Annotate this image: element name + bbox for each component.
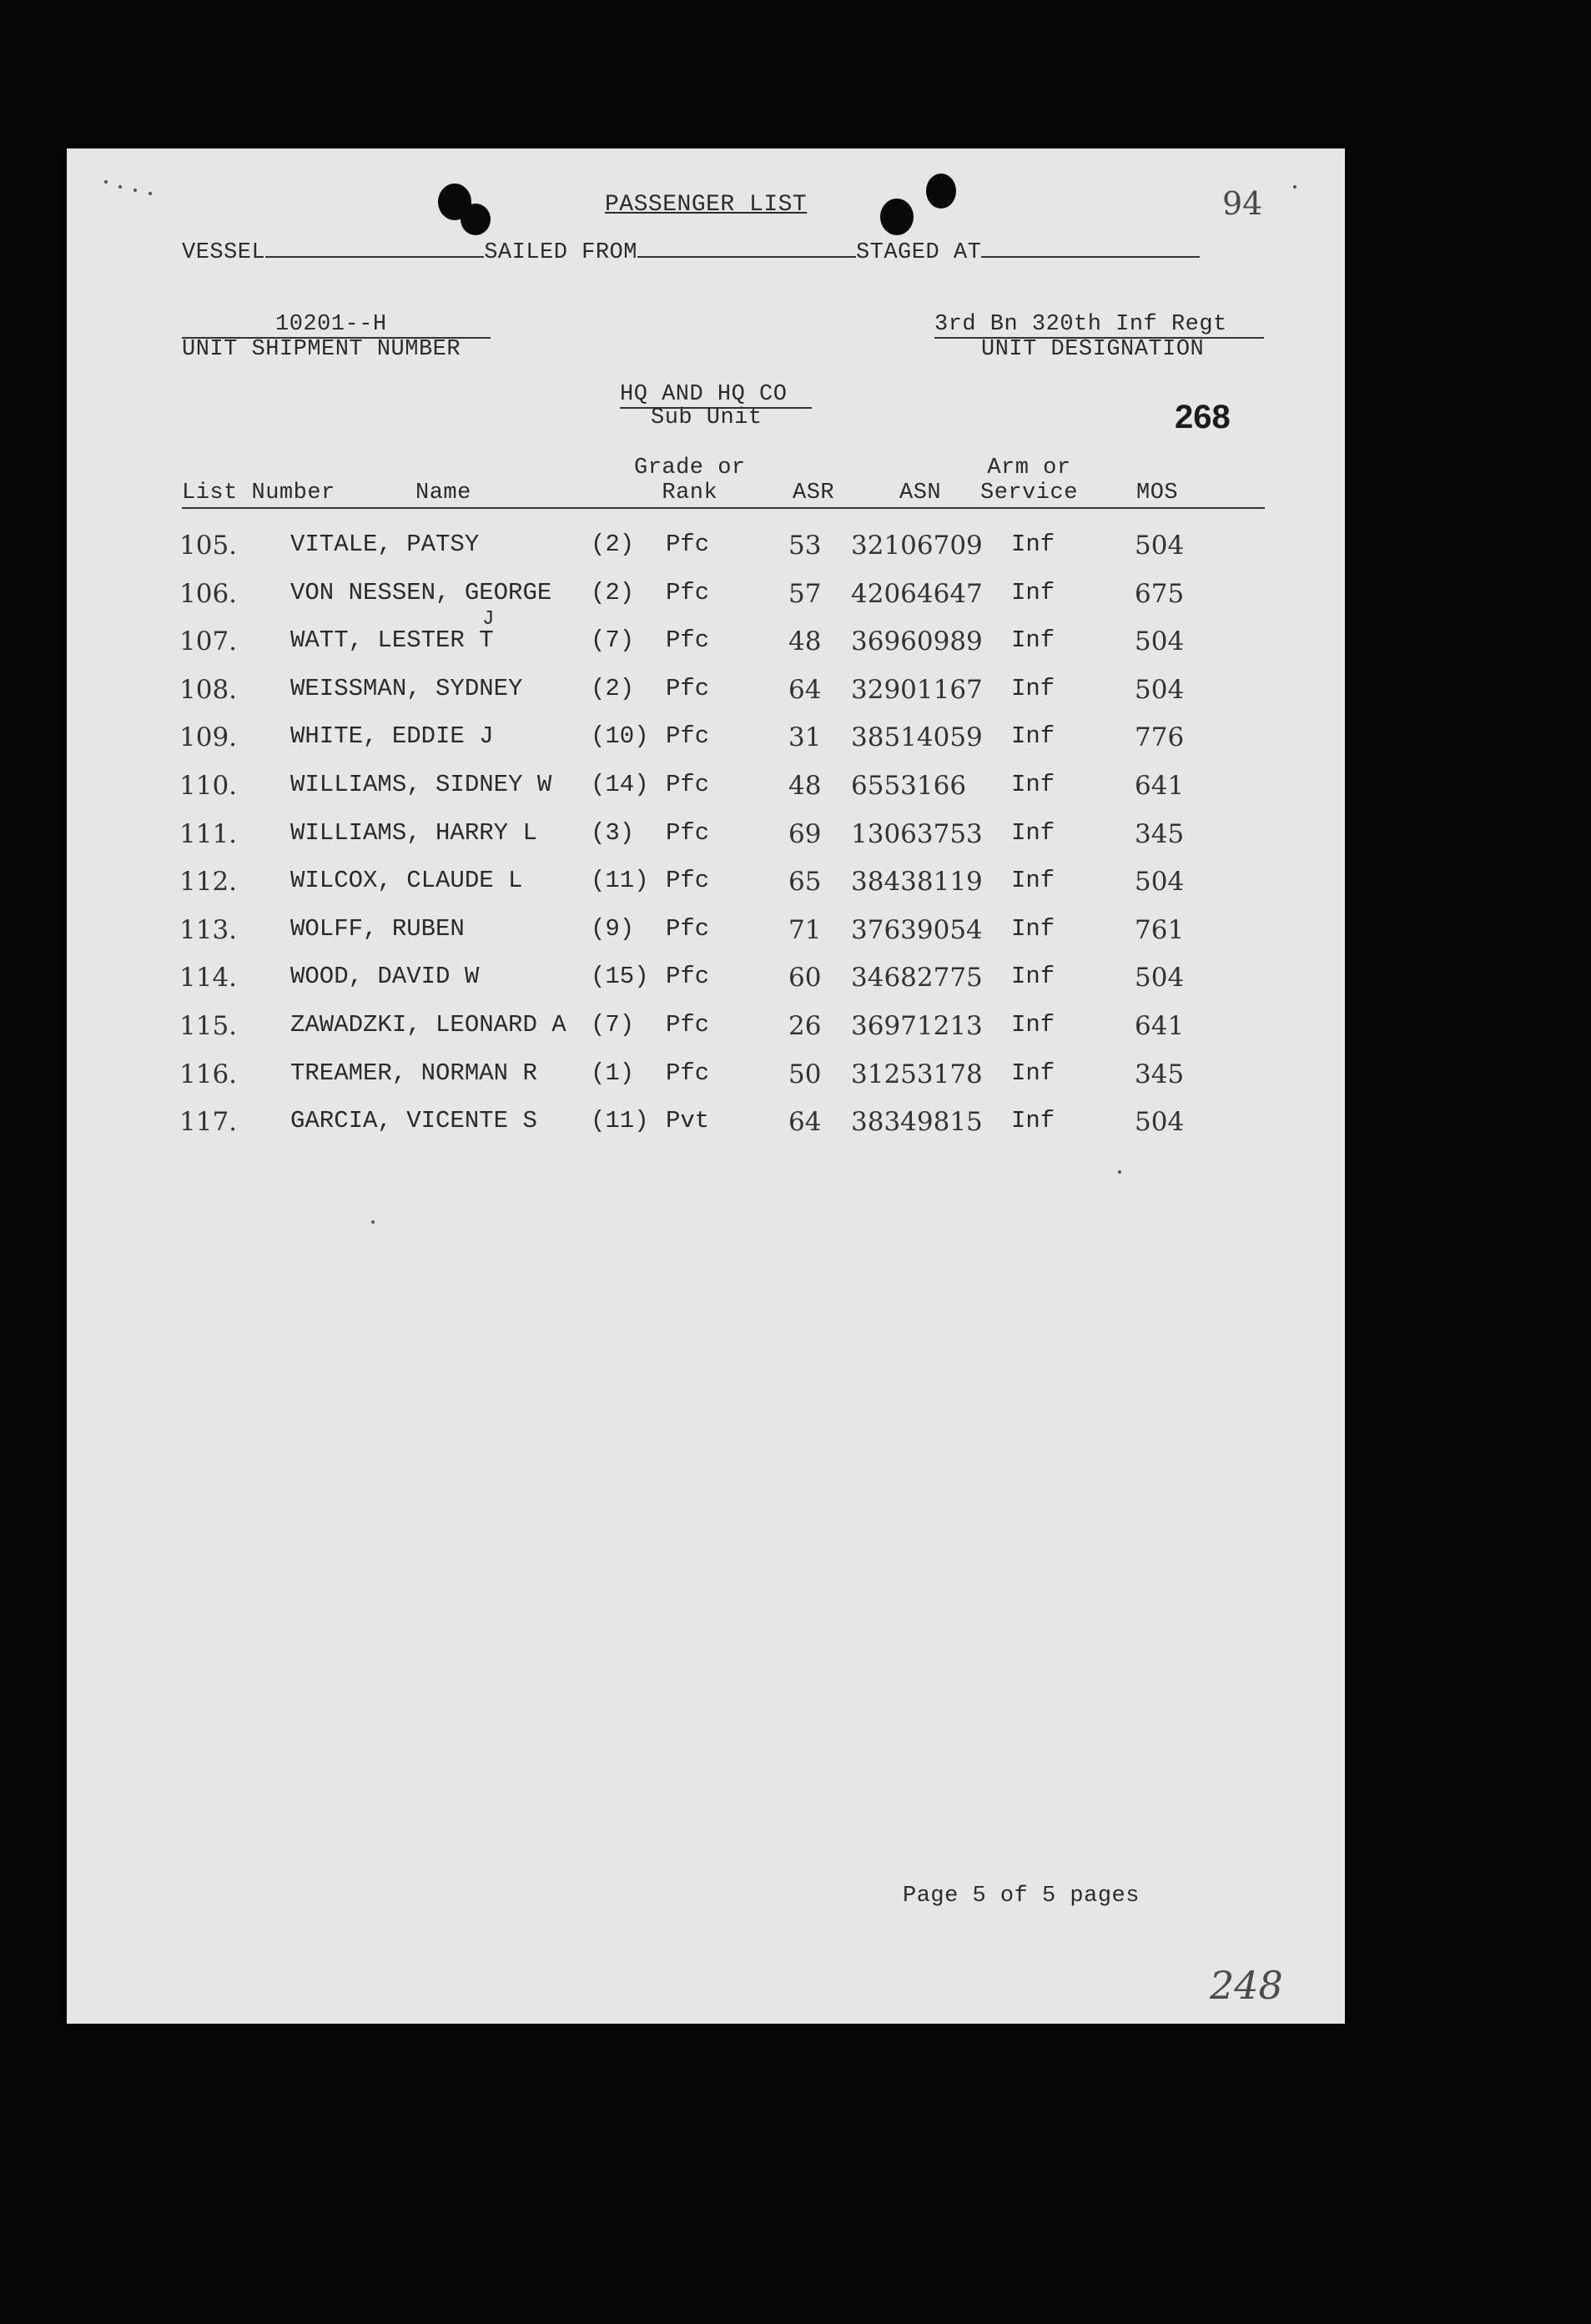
unit-designation-label: UNIT DESIGNATION: [981, 337, 1205, 362]
col-header-name: Name: [415, 480, 471, 506]
vessel-blank: [265, 256, 484, 258]
col-header-mos: MOS: [1136, 480, 1179, 506]
col-header-grade: Grade or Rank: [634, 455, 746, 506]
arm-service: Inf: [1011, 867, 1055, 895]
sailed-from-label: SAILED FROM: [484, 240, 637, 265]
passenger-name: WILLIAMS, HARRY L: [290, 818, 537, 847]
staged-at-label: STAGED AT: [855, 240, 982, 265]
punch-hole: [880, 199, 914, 235]
mos: 345: [1135, 818, 1185, 849]
asr: 60: [788, 963, 822, 993]
list-number: 117.: [179, 1107, 238, 1138]
table-row: [67, 860, 1345, 907]
list-number: 110.: [179, 771, 238, 801]
list-number: 114.: [179, 963, 238, 993]
list-number: 109.: [179, 722, 238, 753]
list-number: 112.: [179, 867, 238, 898]
ink-speck: [149, 192, 152, 195]
asn: 42064647: [851, 578, 983, 609]
mos: 345: [1135, 1059, 1185, 1089]
page-count: Page 5 of 5 pages: [903, 1884, 1140, 1909]
shipment-number-label: UNIT SHIPMENT NUMBER: [182, 337, 461, 362]
arm-service: Inf: [1011, 722, 1055, 751]
asr: 26: [788, 1011, 822, 1041]
list-number: 105.: [179, 531, 238, 561]
passenger-name: WILCOX, CLAUDE L: [290, 867, 523, 895]
passenger-name: GARCIA, VICENTE S: [290, 1107, 537, 1135]
handwritten-page-number: 248: [1210, 1963, 1283, 2008]
list-number: 116.: [179, 1059, 238, 1089]
grade: Pfc: [666, 867, 710, 895]
col-header-list-number: List Number: [182, 480, 335, 506]
grade: Pfc: [666, 771, 710, 798]
arm-service: Inf: [1011, 1059, 1055, 1087]
grade-code: (11): [591, 1107, 649, 1135]
asn: 38349815: [851, 1107, 983, 1138]
passenger-name: WOOD, DAVID W: [290, 963, 480, 991]
passenger-name: VITALE, PATSY: [290, 531, 480, 558]
grade: Pfc: [666, 626, 710, 655]
table-row: [67, 608, 1345, 667]
grade: Pfc: [666, 531, 710, 558]
table-row: [67, 716, 1345, 762]
sailed-from-blank: [637, 256, 856, 258]
col-header-asn: ASN: [899, 480, 942, 506]
arm-service: Inf: [1011, 1011, 1055, 1039]
asn: 34682775: [851, 963, 983, 993]
asr: 31: [788, 722, 822, 753]
passenger-name: ZAWADZKI, LEONARD A: [290, 1011, 566, 1039]
ink-speck: [371, 1220, 375, 1224]
passenger-name: WOLFF, RUBEN: [290, 914, 465, 943]
table-row: [67, 812, 1345, 859]
mos: 504: [1135, 867, 1185, 898]
mos: 641: [1135, 771, 1185, 801]
passenger-name: WATT, LESTER T: [290, 626, 494, 655]
punch-hole: [461, 204, 491, 235]
mos: 504: [1135, 674, 1185, 705]
table-row: [67, 668, 1345, 715]
table-row: [67, 572, 1345, 619]
asn: 36960989: [851, 626, 983, 657]
passenger-name: WEISSMAN, SYDNEY: [290, 674, 523, 702]
asn: 32106709: [851, 531, 983, 561]
arm-service: Inf: [1011, 578, 1055, 606]
arm-service: Inf: [1011, 914, 1055, 943]
arm-service: Inf: [1011, 818, 1055, 847]
mos: 504: [1135, 1107, 1185, 1138]
asr: 69: [788, 818, 822, 849]
asn: 38514059: [851, 722, 983, 753]
grade-code: (7): [591, 1011, 635, 1039]
vessel-label: VESSEL: [182, 240, 266, 265]
ink-speck: [1293, 185, 1296, 189]
sub-unit-label: Sub Unit: [651, 405, 763, 430]
mos: 641: [1135, 1011, 1185, 1041]
table-row: [67, 956, 1345, 1003]
table-row: [67, 1053, 1345, 1099]
table-row: [67, 764, 1345, 811]
grade: Pfc: [666, 963, 710, 991]
grade: Pfc: [666, 818, 710, 847]
mos: 776: [1135, 722, 1185, 753]
arm-service: Inf: [1011, 771, 1055, 798]
passenger-name: WHITE, EDDIE J: [290, 722, 494, 751]
grade-code: (14): [591, 771, 649, 798]
grade: Pfc: [666, 674, 710, 702]
document-title: PASSENGER LIST: [605, 192, 808, 218]
grade: Pfc: [666, 1011, 710, 1039]
ink-speck: [104, 180, 108, 184]
grade: Pvt: [666, 1107, 710, 1135]
asr: 71: [788, 914, 822, 945]
ink-speck: [1118, 1170, 1121, 1174]
arm-service: Inf: [1011, 1107, 1055, 1135]
grade-code: (1): [591, 1059, 635, 1087]
staged-at-blank: [981, 256, 1200, 258]
table-row: [67, 1100, 1345, 1147]
list-number: 107.: [179, 626, 238, 657]
document-page: [67, 148, 1345, 2024]
list-number: 108.: [179, 674, 238, 705]
asn: 31253178: [851, 1059, 983, 1089]
vessel-line: [182, 240, 1200, 265]
list-number: 111.: [179, 818, 238, 849]
asn: 38438119: [851, 867, 983, 898]
grade-code: (15): [591, 963, 649, 991]
page-reference-number: 94: [1222, 185, 1263, 222]
asn: 13063753: [851, 818, 983, 849]
arm-service: Inf: [1011, 963, 1055, 991]
col-header-asr: ASR: [793, 480, 835, 506]
grade: Pfc: [666, 722, 710, 751]
passenger-name: WILLIAMS, SIDNEY W: [290, 771, 552, 798]
grade-code: (2): [591, 578, 635, 606]
asr: 64: [788, 1107, 822, 1138]
grade: Pfc: [666, 1059, 710, 1087]
passenger-name: TREAMER, NORMAN R: [290, 1059, 537, 1087]
asr: 57: [788, 578, 822, 609]
list-number: 106.: [179, 578, 238, 609]
mos: 504: [1135, 626, 1185, 657]
sub-unit: HQ AND HQ CO: [620, 382, 788, 407]
mos: 761: [1135, 914, 1185, 945]
asr: 50: [788, 1059, 822, 1089]
list-number: 113.: [179, 914, 238, 945]
name-correction: J: [482, 608, 495, 631]
grade-code: (2): [591, 674, 635, 702]
asr: 48: [788, 626, 822, 657]
table-row: [67, 524, 1345, 571]
grade-code: (10): [591, 722, 649, 751]
ink-speck: [133, 189, 137, 192]
grade-code: (3): [591, 818, 635, 847]
list-number: 115.: [179, 1011, 238, 1041]
grade-code: (2): [591, 531, 635, 558]
passenger-name: VON NESSEN, GEORGE: [290, 578, 552, 606]
mos: 504: [1135, 963, 1185, 993]
stamp-number: 268: [1175, 399, 1231, 435]
column-header-rule: [182, 507, 1265, 509]
shipment-number: 10201--H: [275, 312, 387, 337]
asn: 36971213: [851, 1011, 983, 1041]
asn: 6553166: [851, 771, 967, 801]
asr: 64: [788, 674, 822, 705]
mos: 504: [1135, 531, 1185, 561]
grade: Pfc: [666, 578, 710, 606]
asr: 53: [788, 531, 822, 561]
grade-code: (9): [591, 914, 635, 943]
table-row: [67, 1004, 1345, 1051]
arm-service: Inf: [1011, 674, 1055, 702]
asr: 48: [788, 771, 822, 801]
col-header-arm: Arm or Service: [980, 455, 1078, 506]
unit-designation: 3rd Bn 320th Inf Regt: [934, 312, 1227, 337]
grade-code: (7): [591, 626, 635, 655]
arm-service: Inf: [1011, 626, 1055, 655]
arm-service: Inf: [1011, 531, 1055, 558]
punch-hole: [926, 174, 956, 209]
ink-speck: [118, 185, 122, 189]
mos: 675: [1135, 578, 1185, 609]
grade-code: (11): [591, 867, 649, 895]
asn: 32901167: [851, 674, 983, 705]
passenger-table: [67, 524, 1345, 1275]
asr: 65: [788, 867, 822, 898]
grade: Pfc: [666, 914, 710, 943]
asn: 37639054: [851, 914, 983, 945]
table-row: [67, 908, 1345, 955]
